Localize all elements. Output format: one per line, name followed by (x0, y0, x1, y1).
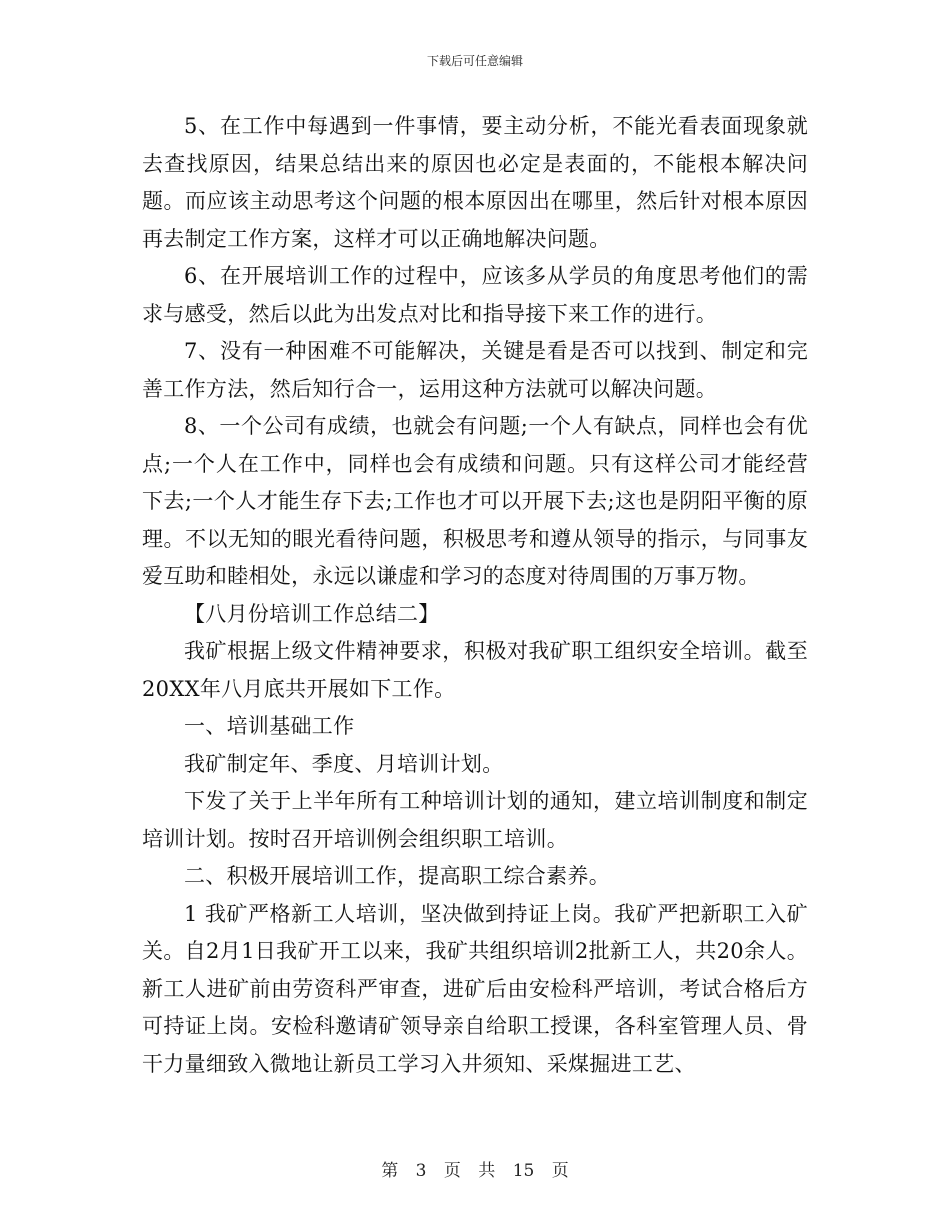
page-total: 15 (512, 1161, 535, 1181)
page-label: 第 (381, 1161, 399, 1181)
section-title-summary-two: 【八月份培训工作总结二】 (184, 601, 440, 626)
page-footer (0, 1156, 950, 1181)
page-current: 3 (415, 1161, 427, 1181)
total-label: 共 (478, 1161, 496, 1181)
total-unit: 页 (551, 1161, 569, 1181)
page-unit: 页 (443, 1161, 461, 1181)
new-worker-paragraph: 1 我矿严格新工人培训，坚决做到持证上岗。我矿严把新职工入矿关。自2月1日我矿开工以来，我矿共组织培训2批新工人，共20余人。新工人进矿前由劳资科严审查，进矿后由安检科严培训，考试合格后方可持证上岗。安检科邀请矿领导亲自给职工授课，各科室管理人员、骨干力量细致入微地让新员工学习入井须知、采煤掘进工艺、 (142, 901, 808, 1076)
paragraph-item-5: 5、在工作中每遇到一件事情，要主动分析，不能光看表面现象就去查找原因，结果总结出来的原因也必定是表面的，不能根本解决问题。而应该主动思考这个问题的根本原因出在哪里，然后针对根本原因再去制定工作方案，这样才可以正确地解决问题。 (142, 114, 808, 251)
paragraph-item-6: 6、在开展培训工作的过程中，应该多从学员的角度思考他们的需求与感受，然后以此为出发点对比和指导接下来工作的进行。 (142, 264, 808, 326)
section-heading-two: 二、积极开展培训工作，提高职工综合素养。 (184, 864, 610, 888)
notice-paragraph: 下发了关于上半年所有工种培训计划的通知，建立培训制度和制定培训计划。按时召开培训例会组织职工培训。 (142, 789, 808, 851)
intro-paragraph: 我矿根据上级文件精神要求，积极对我矿职工组织安全培训。截至20XX年八月底共开展如下工作。 (142, 639, 808, 701)
paragraph-item-8: 8、一个公司有成绩，也就会有问题;一个人有缺点，同样也会有优点;一个人在工作中，同样也会有成绩和问题。只有这样公司才能经营下去;一个人才能生存下去;工作也才可以开展下去;这也是阴阳平衡的原理。不以无知的眼光看待问题，积极思考和遵从领导的指示，与同事友爱互助和睦相处，永远以谦虚和学习的态度对待周围的万事万物。 (142, 414, 808, 588)
plan-paragraph: 我矿制定年、季度、月培训计划。 (184, 751, 504, 776)
page-header: 下载后可任意编辑 (426, 54, 523, 68)
paragraph-item-7: 7、没有一种困难不可能解决，关键是看是否可以找到、制定和完善工作方法，然后知行合一，运用这种方法就可以解决问题。 (142, 339, 808, 401)
section-heading-one: 一、培训基础工作 (184, 714, 355, 738)
document-body (142, 108, 808, 1083)
